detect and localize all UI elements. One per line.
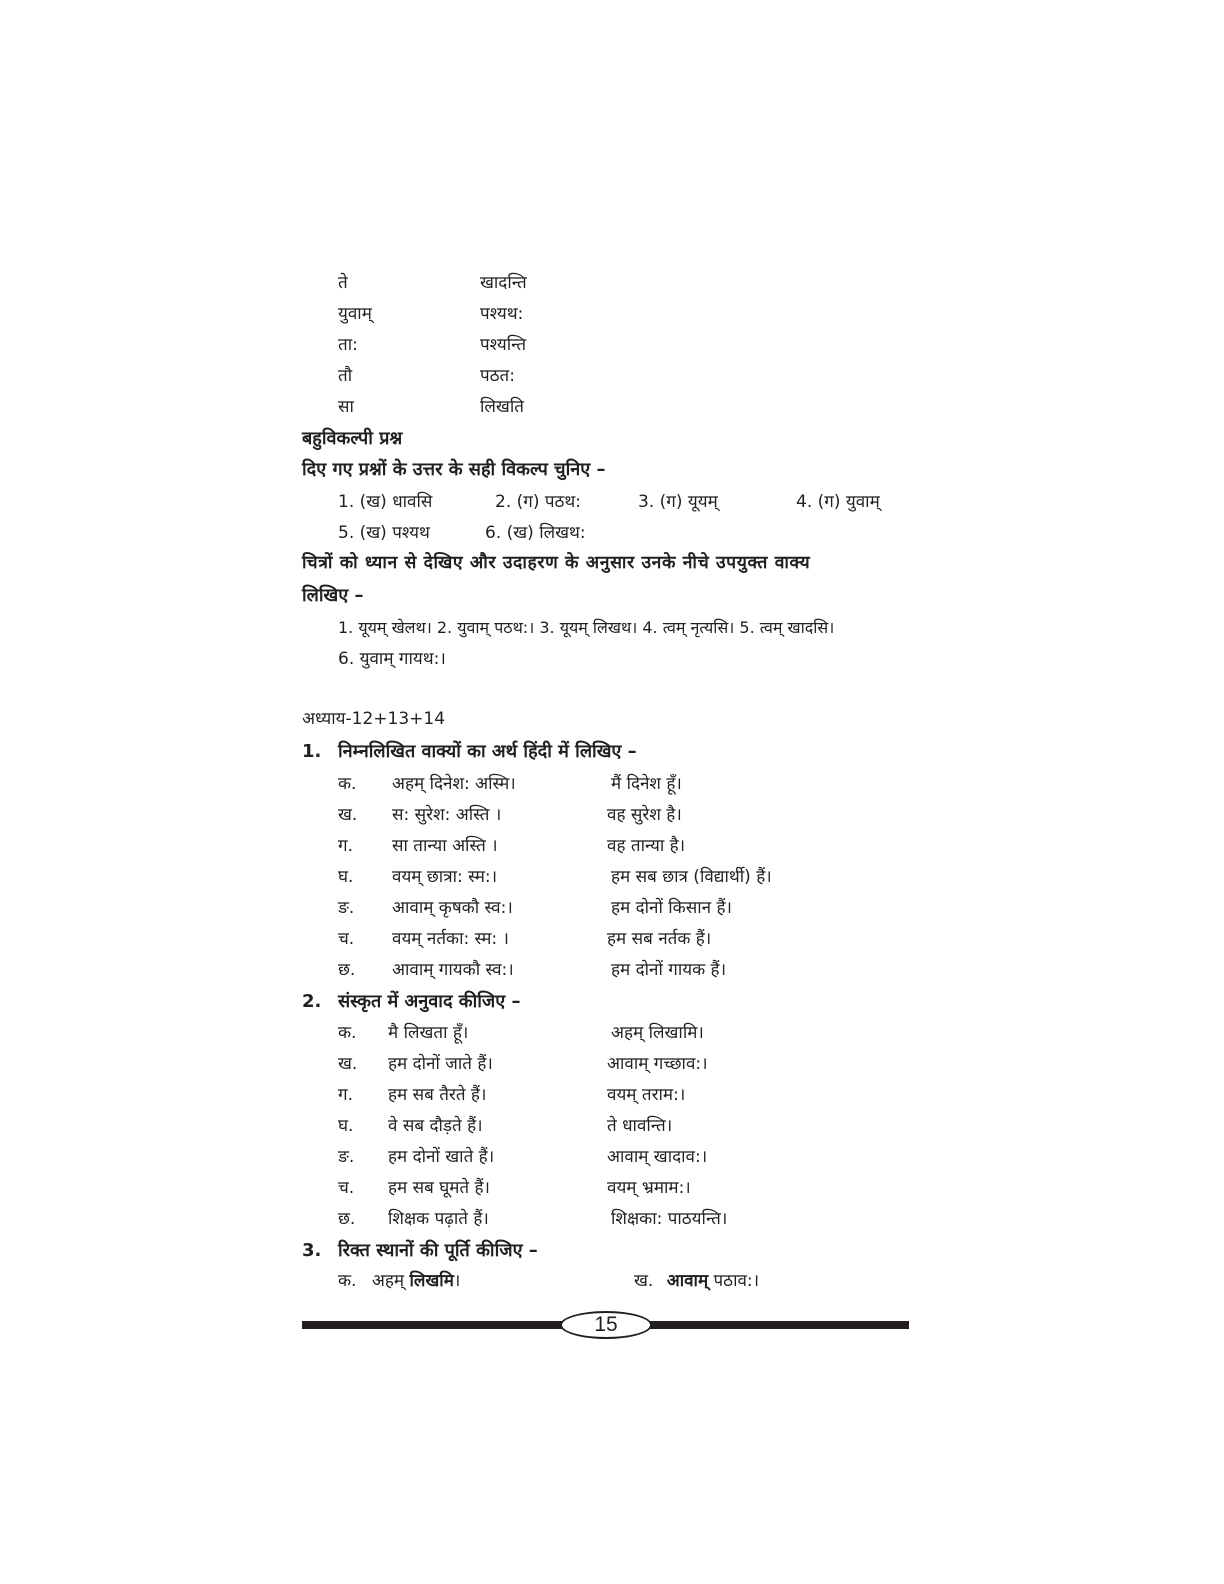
mcq-heading: बहुविकल्पी प्रश्न xyxy=(302,428,403,449)
sanskrit-sentence: आवाम् कृषकौ स्व:। xyxy=(392,898,513,918)
mcq-answer: 5. (ख) पश्यथ xyxy=(338,523,430,543)
hindi-sentence: हम दोनों खाते हैं। xyxy=(388,1147,495,1167)
sanskrit-sentence: सा तान्या अस्ति । xyxy=(392,836,498,856)
row-label: ङ. xyxy=(338,1147,355,1167)
mcq-answer: 2. (ग) पठथ: xyxy=(495,492,581,512)
fill-item xyxy=(634,1273,759,1290)
filled-answer: लिखमि xyxy=(409,1271,454,1291)
question-heading: संस्कृत में अनुवाद कीजिए – xyxy=(338,991,521,1012)
pair-verb: पठत: xyxy=(480,366,515,386)
mcq-instruction: दिए गए प्रश्नों के उत्तर के सही विकल्प चुनिए – xyxy=(302,459,606,480)
row-label: घ. xyxy=(338,867,354,887)
sanskrit-sentence: स: सुरेश: अस्ति । xyxy=(392,805,502,825)
pair-subject: युवाम् xyxy=(338,304,372,324)
question-number: 1. xyxy=(302,741,322,762)
row-label: ङ. xyxy=(338,898,355,918)
row-label: ख. xyxy=(338,1054,358,1074)
hindi-meaning: हम सब छात्र (विद्यार्थी) हैं। xyxy=(611,867,772,887)
row-label: ख. xyxy=(338,805,358,825)
row-label: घ. xyxy=(338,1116,354,1136)
mcq-answer: 3. (ग) यूयम् xyxy=(638,492,718,512)
sanskrit-translation: वयम् तराम:। xyxy=(607,1085,686,1105)
row-label: च. xyxy=(338,929,355,949)
hindi-sentence: हम सब तैरते हैं। xyxy=(388,1085,487,1105)
sanskrit-translation: अहम् लिखामि। xyxy=(611,1023,704,1043)
question-heading: निम्नलिखित वाक्यों का अर्थ हिंदी में लिखिए – xyxy=(338,741,637,762)
hindi-meaning: वह सुरेश है। xyxy=(607,805,682,825)
given-word: पठाव:। xyxy=(713,1271,760,1291)
hindi-meaning: मैं दिनेश हूँ। xyxy=(611,774,682,794)
pair-verb: खादन्ति xyxy=(480,273,527,293)
chapter-title: अध्याय-12+13+14 xyxy=(302,709,446,729)
question-heading: रिक्त स्थानों की पूर्ति कीजिए – xyxy=(338,1240,538,1261)
hindi-meaning: हम दोनों गायक हैं। xyxy=(611,960,727,980)
hindi-meaning: हम सब नर्तक हैं। xyxy=(607,929,712,949)
hindi-sentence: हम सब घूमते हैं। xyxy=(388,1178,490,1198)
hindi-sentence: वे सब दौड़ते हैं। xyxy=(388,1116,483,1136)
sanskrit-translation: आवाम् खादाव:। xyxy=(607,1147,708,1167)
pair-subject: ते xyxy=(338,273,348,293)
pair-subject: तौ xyxy=(338,366,353,386)
page-number: 15 xyxy=(560,1311,652,1339)
picture-answers: 1. यूयम् खेलथ। 2. युवाम् पठथ:। 3. यूयम् लिखथ। 4. त्वम् नृत्यसि। 5. त्वम् खादसि। xyxy=(338,618,835,637)
mcq-answer: 1. (ख) धावसि xyxy=(338,492,433,512)
picture-answers: 6. युवाम् गायथ:। xyxy=(338,649,446,669)
sanskrit-sentence: वयम् नर्तका: स्म: । xyxy=(392,929,509,949)
given-word: अहम् xyxy=(371,1271,405,1291)
sanskrit-translation: शिक्षका: पाठयन्ति। xyxy=(611,1209,728,1229)
hindi-sentence: शिक्षक पढ़ाते हैं। xyxy=(388,1209,489,1229)
hindi-sentence: हम दोनों जाते हैं। xyxy=(388,1054,493,1074)
filled-answer: आवाम् xyxy=(666,1271,709,1291)
row-label: छ. xyxy=(338,1209,356,1229)
pair-verb: लिखति xyxy=(480,397,524,417)
sanskrit-translation: ते धावन्ति। xyxy=(607,1116,673,1136)
sanskrit-translation: आवाम् गच्छाव:। xyxy=(607,1054,708,1074)
hindi-meaning: वह तान्या है। xyxy=(607,836,686,856)
hindi-sentence: मै लिखता हूँ। xyxy=(388,1023,469,1043)
mcq-answer: 6. (ख) लिखथ: xyxy=(485,523,586,543)
row-label: क. xyxy=(338,1271,357,1291)
row-label: ख. xyxy=(634,1271,654,1291)
sanskrit-sentence: वयम् छात्रा: स्म:। xyxy=(392,867,498,887)
picture-instruction-cont: लिखिए – xyxy=(302,585,364,606)
picture-instruction: चित्रों को ध्यान से देखिए और उदाहरण के अनुसार उनके नीचे उपयुक्त वाक्य xyxy=(302,553,811,573)
sanskrit-sentence: अहम् दिनेश: अस्मि। xyxy=(392,774,516,794)
row-label: छ. xyxy=(338,960,356,980)
sanskrit-sentence: आवाम् गायकौ स्व:। xyxy=(392,960,514,980)
fill-item xyxy=(338,1273,460,1290)
mcq-answer: 4. (ग) युवाम् xyxy=(796,492,880,512)
sentence-end: । xyxy=(453,1271,461,1291)
pair-verb: पश्यन्ति xyxy=(480,335,527,355)
question-number: 2. xyxy=(302,991,322,1012)
question-number: 3. xyxy=(302,1240,322,1261)
pair-verb: पश्यथ: xyxy=(480,304,524,324)
row-label: ग. xyxy=(338,1085,353,1105)
row-label: क. xyxy=(338,1023,357,1043)
row-label: च. xyxy=(338,1178,355,1198)
row-label: क. xyxy=(338,774,357,794)
pair-subject: ता: xyxy=(338,335,358,355)
sanskrit-translation: वयम् भ्रमाम:। xyxy=(607,1178,691,1198)
hindi-meaning: हम दोनों किसान हैं। xyxy=(611,898,732,918)
pair-subject: सा xyxy=(338,397,354,417)
row-label: ग. xyxy=(338,836,353,856)
